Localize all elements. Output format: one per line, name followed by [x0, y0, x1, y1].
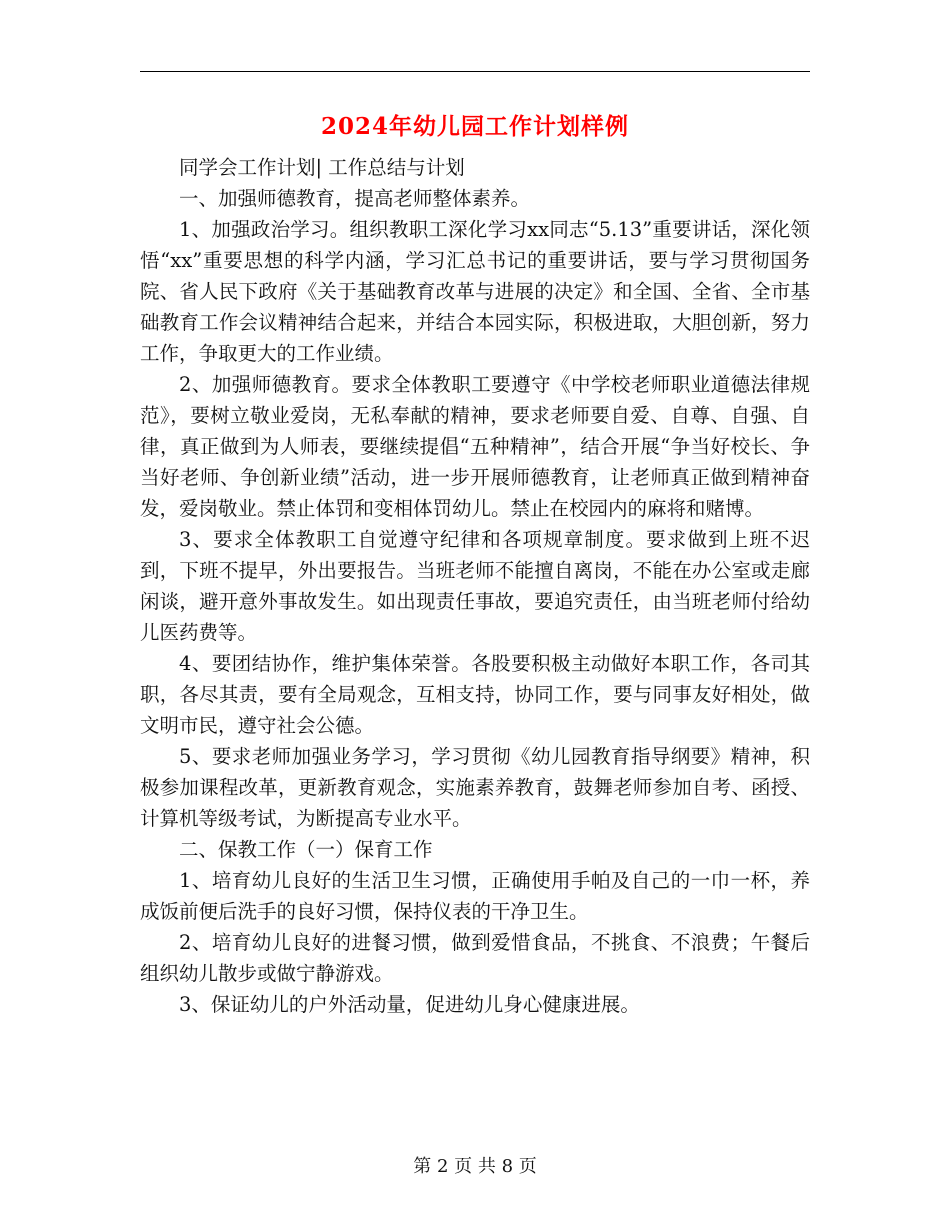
paragraph: 2、培育幼儿良好的进餐习惯，做到爱惜食品，不挑食、不浪费；午餐后组织幼儿散步或做宁静游戏。 [140, 931, 810, 985]
paragraph: 3、要求全体教职工自觉遵守纪律和各项规章制度。要求做到上班不迟到，下班不提早，外出要报告。当班老师不能擅自离岗，不能在办公室或走廊闲谈，避开意外事故发生。如出现责任事故，要追究责任，由当班老师付给幼儿医药费等。 [140, 528, 810, 644]
header-rule [140, 71, 810, 72]
paragraph: 1、加强政治学习。组织教职工深化学习xx同志“5.13”重要讲话，深化领悟“xx”重要思想的科学内涵，学习汇总书记的重要讲话，要与学习贯彻国务院、省人民下政府《关于基础教育改革与进展的决定》和全国、全省、全市基础教育工作会议精神结合起来，并结合本园实际，积极进取，大胆创新，努力工作，争取更大的工作业绩。 [140, 218, 810, 365]
document-body [140, 152, 810, 1020]
paragraph: 一、加强师德教育，提高老师整体素养。 [179, 187, 531, 210]
page-footer: 第 2 页 共 8 页 [413, 1156, 537, 1177]
paragraph: 二、保教工作（一）保育工作 [179, 838, 433, 861]
paragraph: 4、要团结协作，维护集体荣誉。各股要积极主动做好本职工作，各司其职，各尽其责，要有全局观念，互相支持，协同工作，要与同事友好相处，做文明市民，遵守社会公德。 [140, 652, 810, 737]
paragraph: 同学会工作计划| 工作总结与计划 [179, 156, 465, 179]
paragraph: 3、保证幼儿的户外活动量，促进幼儿身心健康进展。 [179, 993, 640, 1016]
paragraph: 1、培育幼儿良好的生活卫生习惯，正确使用手帕及自己的一巾一杯，养成饭前便后洗手的良好习惯，保持仪表的干净卫生。 [140, 869, 810, 923]
paragraph: 2、加强师德教育。要求全体教职工要遵守《中学校老师职业道德法律规范》，要树立敬业爱岗，无私奉献的精神，要求老师要自爱、自尊、自强、自律，真正做到为人师表，要继续提倡“五种精神”，结合开展“争当好校长、争当好老师、争创新业绩”活动，进一步开展师德教育，让老师真正做到精神奋发，爱岗敬业。禁止体罚和变相体罚幼儿。禁止在校园内的麻将和赌博。 [140, 373, 810, 520]
paragraph: 5、要求老师加强业务学习，学习贯彻《幼儿园教育指导纲要》精神，积极参加课程改革，更新教育观念，实施素养教育，鼓舞老师参加自考、函授、计算机等级考试，为断提高专业水平。 [140, 745, 810, 830]
document-title: 2024年幼儿园工作计划样例 [320, 113, 629, 140]
